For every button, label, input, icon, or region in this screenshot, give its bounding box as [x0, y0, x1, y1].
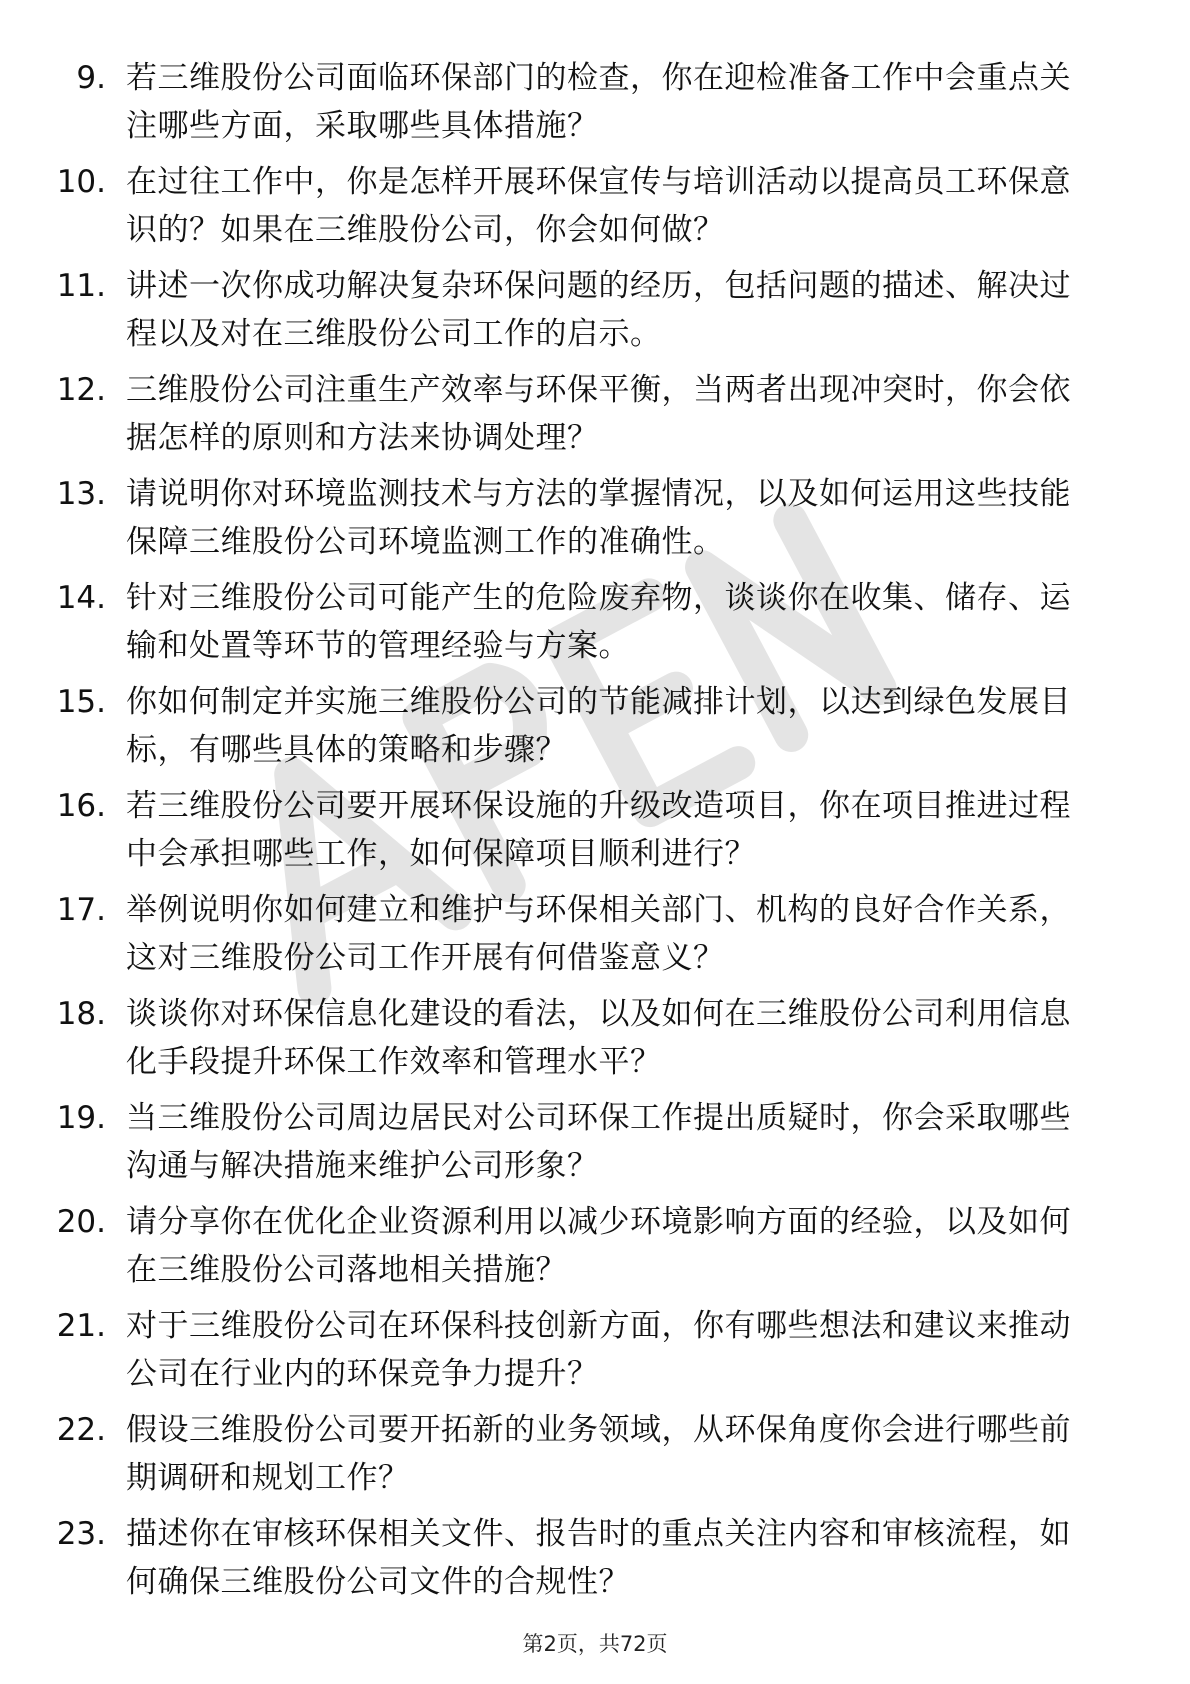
question-text: 当三维股份公司周边居民对公司环保工作提出质疑时，你会采取哪些沟通与解决措施来维护公司形象？: [126, 1100, 1071, 1184]
list-item: [0, 878, 1190, 982]
list-item: [0, 358, 1190, 462]
question-text: 对于三维股份公司在环保科技创新方面，你有哪些想法和建议来推动公司在行业内的环保竞争力提升？: [126, 1308, 1071, 1392]
question-text: 你如何制定并实施三维股份公司的节能减排计划，以达到绿色发展目标，有哪些具体的策略和步骤？: [126, 684, 1071, 768]
question-number: 13.: [56, 476, 106, 512]
list-item: [0, 670, 1190, 774]
question-text: 若三维股份公司面临环保部门的检查，你在迎检准备工作中会重点关注哪些方面，采取哪些具体措施？: [126, 60, 1071, 144]
question-number: 18.: [56, 996, 106, 1032]
list-item: [0, 1294, 1190, 1398]
question-number: 9.: [76, 60, 106, 96]
list-item: [0, 1502, 1190, 1606]
question-number: 16.: [56, 788, 106, 824]
question-number: 15.: [56, 684, 106, 720]
question-text: 举例说明你如何建立和维护与环保相关部门、机构的良好合作关系，这对三维股份公司工作开展有何借鉴意义？: [126, 892, 1071, 976]
list-item: [0, 254, 1190, 358]
question-number: 22.: [56, 1412, 106, 1448]
list-item: [0, 150, 1190, 254]
question-text: 谈谈你对环保信息化建设的看法，以及如何在三维股份公司利用信息化手段提升环保工作效率和管理水平？: [126, 996, 1071, 1080]
question-number: 10.: [56, 164, 106, 200]
list-item: [0, 982, 1190, 1086]
question-number: 23.: [56, 1516, 106, 1552]
question-text: 请分享你在优化企业资源利用以减少环境影响方面的经验，以及如何在三维股份公司落地相关措施？: [126, 1204, 1071, 1288]
question-text: 在过往工作中，你是怎样开展环保宣传与培训活动以提高员工环保意识的？如果在三维股份公司，你会如何做？: [126, 164, 1071, 248]
question-number: 14.: [56, 580, 106, 616]
question-text: 针对三维股份公司可能产生的危险废弃物，谈谈你在收集、储存、运输和处置等环节的管理经验与方案。: [126, 580, 1071, 664]
page-number: 第2页，共72页: [522, 1632, 668, 1656]
list-item: [0, 1086, 1190, 1190]
list-item: [0, 46, 1190, 150]
list-item: [0, 462, 1190, 566]
list-item: [0, 1190, 1190, 1294]
question-text: 请说明你对环境监测技术与方法的掌握情况，以及如何运用这些技能保障三维股份公司环境监测工作的准确性。: [126, 476, 1071, 560]
question-text: 若三维股份公司要开展环保设施的升级改造项目，你在项目推进过程中会承担哪些工作，如何保障项目顺利进行？: [126, 788, 1071, 872]
question-list: [0, 46, 1190, 1606]
question-text: 假设三维股份公司要开拓新的业务领域，从环保角度你会进行哪些前期调研和规划工作？: [126, 1412, 1071, 1496]
question-text: 讲述一次你成功解决复杂环保问题的经历，包括问题的描述、解决过程以及对在三维股份公司工作的启示。: [126, 268, 1071, 352]
question-text: 描述你在审核环保相关文件、报告时的重点关注内容和审核流程，如何确保三维股份公司文件的合规性？: [126, 1516, 1071, 1600]
list-item: [0, 1398, 1190, 1502]
question-number: 19.: [56, 1100, 106, 1136]
question-number: 12.: [56, 372, 106, 408]
list-item: [0, 566, 1190, 670]
question-number: 11.: [56, 268, 106, 304]
question-text: 三维股份公司注重生产效率与环保平衡，当两者出现冲突时，你会依据怎样的原则和方法来协调处理？: [126, 372, 1071, 456]
question-number: 17.: [56, 892, 106, 928]
question-number: 21.: [56, 1308, 106, 1344]
list-item: [0, 774, 1190, 878]
question-number: 20.: [56, 1204, 106, 1240]
